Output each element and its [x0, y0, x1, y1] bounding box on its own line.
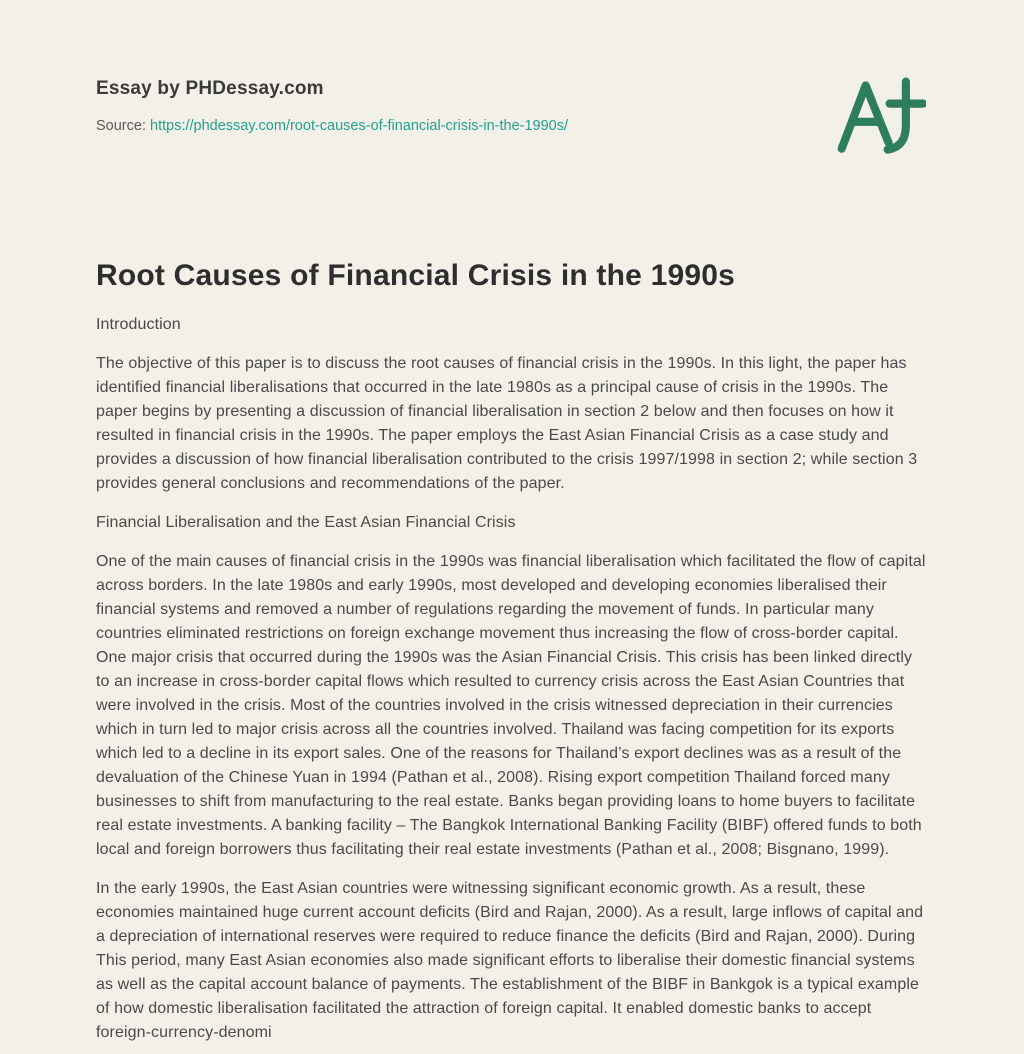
essay-title: Root Causes of Financial Crisis in the 1990s — [96, 259, 735, 292]
brand-title: Essay by PHDessay.com — [96, 78, 324, 99]
essay-paragraph-section-heading: Financial Liberalisation and the East Asian Financial Crisis — [96, 514, 516, 531]
phdessay-logo-icon — [834, 72, 926, 164]
essay-paragraph-introduction: Introduction — [96, 316, 181, 333]
essay-body — [96, 313, 928, 1045]
source-line — [96, 117, 568, 135]
essay-paragraph: In the early 1990s, the East Asian countries were witnessing significant economic growth. As a result, these economies maintained huge current account deficits (Bird and Rajan, 2000). As a result, large inflows of capital and a depreciation of international reserves were required to reduce finance the deficits (Bird and Rajan, 2000). During This period, many East Asian economies also made significant efforts to liberalise their domestic financial systems as well as the capital account balance of payments. The establishment of the BIBF in Bankgok is a typical example of how domestic liberalisation facilitated the attraction of foreign capital. It enabled domestic banks to accept foreign-currency-denomi — [96, 880, 924, 1041]
page-header — [96, 78, 928, 164]
essay-content — [96, 258, 928, 1045]
source-url-link[interactable]: https://phdessay.com/root-causes-of-financial-crisis-in-the-1990s/ — [150, 118, 569, 134]
essay-paragraph: The objective of this paper is to discuss the root causes of financial crisis in the 1990s. In this light, the paper has identified financial liberalisations that occurred in the late 1980s as a principal cause of crisis in the 1990s. The paper begins by presenting a discussion of financial liberalisation in section 2 below and then focuses on how it resulted in financial crisis in the 1990s. The paper employs the East Asian Financial Crisis as a case study and provides a discussion of how financial liberalisation contributed to the crisis 1997/1998 in section 2; while section 3 provides general conclusions and recommendations of the paper. — [96, 355, 918, 492]
essay-paragraph: One of the main causes of financial crisis in the 1990s was financial liberalisation which facilitated the flow of capital across borders. In the late 1980s and early 1990s, most developed and developing economies liberalised their financial systems and removed a number of regulations regarding the movement of funds. In particular many countries eliminated restrictions on foreign exchange movement thus increasing the flow of cross-border capital. One major crisis that occurred during the 1990s was the Asian Financial Crisis. This crisis has been linked directly to an increase in cross-border capital flows which resulted to currency crisis across the East Asian Countries that were involved in the crisis. Most of the countries involved in the crisis witnessed depreciation in their currencies which in turn led to major crisis across all the countries involved. Thailand was facing competition for its exports which led to a decline in its export sales. One of the reasons for Thailand’s export declines was as a result of the devaluation of the Chinese Yuan in 1994 (Pathan et al., 2008). Rising export competition Thailand forced many businesses to shift from manufacturing to the real estate. Banks began providing loans to home buyers to facilitate real estate investments. A banking facility – The Bangkok International Banking Facility (BIBF) offered funds to both local and foreign borrowers thus facilitating their real estate investments (Pathan et al., 2008; Bisgnano, 1999). — [96, 553, 926, 858]
header-text-block — [96, 78, 568, 135]
source-label: Source: — [96, 118, 146, 134]
